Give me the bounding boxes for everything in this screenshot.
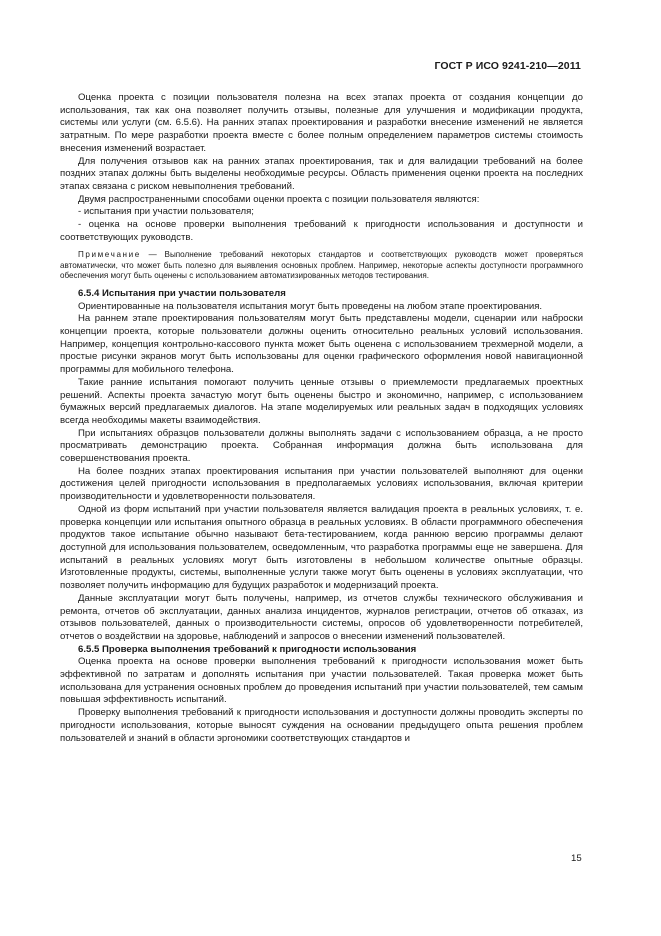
paragraph: На раннем этапе проектирования пользователям могут быть представлены модели, сценарии или наброски концепции проекта, которые пользователи должны оценить относительно реальных условий использования. Например, концепция контрольно-кассового пункта может быть оценена с использованием трехмерной модели, а простые рисунки экранов могут быть использованы для оценки графического оформления новой навигационной программы для мобильного телефона. (60, 313, 583, 376)
note-text: — Выполнение требований некоторых стандартов и соответствующих руководств может проверяться автоматически, что может быть полезно для выявления основных проблем. Например, некоторые аспекты доступности программного обеспечения могут быть оценены с использованием автоматизированных методов тестирования. (60, 250, 583, 281)
page-number: 15 (571, 853, 582, 864)
paragraph: Проверку выполнения требований к пригодности использования и доступности должны проводить эксперты по пригодности использования, которые выносят суждения на основании предыдущего опыта решения проблем пользователей и знаний в области эргономики соответствующих стандартов и (60, 707, 583, 744)
list-item: - оценка на основе проверки выполнения требований к пригодности использования и доступности и соответствующих руководств. (60, 219, 583, 243)
paragraph: Такие ранние испытания помогают получить ценные отзывы о приемлемости предлагаемых проектных решений. Аспекты проекта зачастую могут быть оценены быстро и экономично, например, с использованием бумажных версий предлагаемых диалогов. На этапе моделируемых или реальных задач в подходящих условиях всегда необходимы макеты взаимодействия. (60, 376, 583, 426)
paragraph: Оценка проекта с позиции пользователя полезна на всех этапах проекта от создания концепции до использования, так как она позволяет получить отзывы, полезные для улучшения и модификации продукта, системы или услуги (см. 6.5.6). На ранних этапах проектирования и разработки внесение изменений не является затратным. По мере разработки проекта вместе с более полным определением параметров системы стоимость внесения изменений возрастает. (60, 92, 583, 154)
paragraph: Оценка проекта на основе проверки выполнения требований к пригодности использования может быть эффективной по затратам и дополнять испытания при участии пользователей. Такая проверка может быть использована для устранения основных проблем до проведения испытаний при участии пользователей, тем самым повышая эффективность испытаний. (60, 656, 583, 706)
paragraph: Данные эксплуатации могут быть получены, например, из отчетов службы технического обслуживания и ремонта, отчетов об эксплуатации, данных анализа инцидентов, журналов регистрации, отчетов об отказах, из отзывов пользователей, данных о производительности системы, опросов об удовлетворенности потребителей, отчетов о воздействии на здоровье, наблюдений и запросов о внесении изменений пользователей. (60, 592, 583, 642)
document-code-header: ГОСТ Р ИСО 9241-210—2011 (434, 60, 581, 72)
note-label: Примечание (78, 250, 141, 260)
paragraph: Для получения отзывов как на ранних этапах проектирования, так и для валидации требований на более поздних этапах должны быть выделены необходимые ресурсы. Область применения оценки проекта на последних этапах связана с риском невыполнения требований. (60, 155, 583, 192)
section-heading-6-5-5: 6.5.5 Проверка выполнения требований к пригодности использования (78, 643, 417, 655)
section-heading-6-5-4: 6.5.4 Испытания при участии пользователя (78, 287, 286, 299)
paragraph: Ориентированные на пользователя испытания могут быть проведены на любом этапе проектирования. (78, 300, 543, 312)
paragraph: Одной из форм испытаний при участии пользователя является валидация проекта в реальных условиях, т. е. проверка концепции или испытания опытного образца в реальных условиях. В области программного обеспечения продуктов такое испытание обычно называют бета-тестированием, когда раннюю версию программы делают доступной для использования пользователем, осведомленным, что разработка программы еще не завершена. Для испытаний в реальных условиях могут быть изготовлены в небольшом количестве опытные образцы. Изготовленные продукты, системы, выполненные услуги также могут быть оценены в условиях эксплуатации, что позволяет получить информацию для будущих разработок и модернизаций проекта. (60, 503, 583, 592)
list-item: - испытания при участии пользователя; (78, 206, 254, 218)
page-body (60, 92, 583, 745)
paragraph: На более поздних этапах проектирования испытания при участии пользователей выполняют для оценки достижения целей пригодности использования в предполагаемых условиях использования, включая критерии производительности и удовлетворенности пользователя. (60, 465, 583, 503)
paragraph: При испытаниях образцов пользователи должны выполнять задачи с использованием образца, а не просто просматривать демонстрацию проекта. Собранная информация должна быть использована для совершенствования проекта. (60, 427, 583, 465)
note (60, 250, 583, 282)
paragraph: Двумя распространенными способами оценки проекта с позиции пользователя являются: (78, 193, 480, 205)
